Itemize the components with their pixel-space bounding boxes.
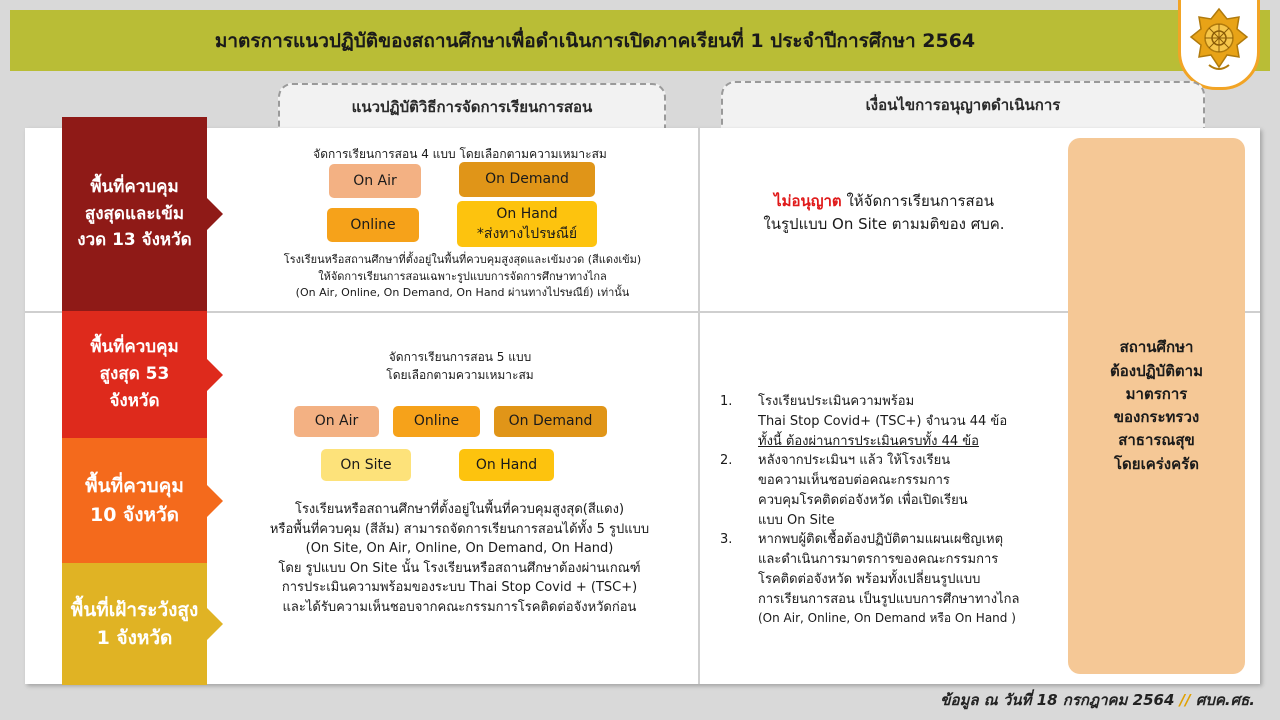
- footer-source: [940, 688, 1255, 712]
- zone-control: [62, 438, 207, 563]
- condition-line2: ในรูปแบบ On Site ตามมติของ ศบค.: [763, 215, 1005, 234]
- condition-line: หลังจากประเมินฯ แล้ว ให้โรงเรียน: [758, 453, 951, 469]
- condition-item: [720, 530, 1065, 627]
- badge-on-demand: On Demand: [494, 406, 607, 437]
- zone1-heading: จัดการเรียนการสอน 4 แบบ โดยเลือกตามความเหมาะสม: [313, 147, 607, 161]
- badge-on-air: On Air: [329, 164, 421, 198]
- zone1-note-line: โรงเรียนหรือสถานศึกษาที่ตั้งอยู่ในพื้นที่ควบคุมสูงสุดและเข้มงวด (สีแดงเข้ม): [283, 253, 642, 266]
- badge-on-hand-label: On Hand: [496, 205, 558, 222]
- title-bar: [10, 10, 1270, 71]
- condition-line: และดำเนินการมาตรการของคณะกรรมการ: [758, 552, 999, 567]
- condition-line: ขอความเห็นชอบต่อคณะกรรมการ: [758, 473, 950, 488]
- badge-online: Online: [393, 406, 480, 437]
- footer-source-name: ศบค.ศธ.: [1195, 691, 1255, 709]
- description-line: โดย รูปแบบ On Site นั้น โรงเรียนหรือสถานศึกษาต้องผ่านเกณฑ์: [278, 560, 641, 576]
- ministry-emblem-logo: [1178, 0, 1260, 90]
- condition-number: 2.: [720, 453, 733, 469]
- footer-date: ข้อมูล ณ วันที่ 18 กรกฎาคม 2564: [940, 691, 1175, 709]
- condition-line: โรคติดต่อจังหวัด พร้อมทั้งเปลี่ยนรูปแบบ: [758, 571, 981, 587]
- condition-item: [720, 392, 1065, 451]
- badge-on-hand-note: *ส่งทางไปรษณีย์: [476, 226, 578, 242]
- zone2-heading: [240, 348, 680, 384]
- not-allowed-text: ไม่อนุญาต: [774, 192, 842, 210]
- description-line: หรือพื้นที่ควบคุม (สีส้ม) สามารถจัดการเรียนการสอนได้ทั้ง 5 รูปแบบ: [269, 521, 650, 537]
- condition-number: 1.: [720, 394, 733, 409]
- panel-line: สาธารณสุข: [1118, 431, 1195, 450]
- footer-separator: //: [1179, 691, 1191, 709]
- condition-number: 3.: [720, 532, 733, 548]
- zone-max-control: [62, 311, 207, 438]
- description-line: (On Site, On Air, Online, On Demand, On Hand): [305, 541, 614, 556]
- panel-line: สถานศึกษา: [1119, 338, 1194, 357]
- condition-line: (On Air, Online, On Demand หรือ On Hand ): [758, 611, 1016, 626]
- condition-item: [720, 451, 1065, 530]
- badge-on-hand-post: [457, 201, 597, 247]
- condition-line: ควบคุมโรคติดต่อจังหวัด เพื่อเปิดเรียน: [758, 492, 968, 508]
- badge-on-hand: On Hand: [459, 449, 554, 481]
- zone-high-surveillance-label: พื้นที่เฝ้าระวังสูง 1 จังหวัด: [70, 598, 199, 649]
- description-line: โรงเรียนหรือสถานศึกษาที่ตั้งอยู่ในพื้นที่ควบคุมสูงสุด(สีแดง): [294, 502, 625, 517]
- zone2-heading-line: จัดการเรียนการสอน 5 แบบ: [388, 350, 532, 364]
- zone2-heading-line: โดยเลือกตามความเหมาะสม: [386, 368, 534, 382]
- zone-max-control-label: พื้นที่ควบคุมสูงสุด 53 จังหวัด: [90, 336, 179, 412]
- zone1-note: [240, 252, 685, 302]
- badge-on-demand: On Demand: [459, 162, 595, 197]
- panel-line: โดยเคร่งครัด: [1114, 454, 1199, 473]
- column-header-methods-label: แนวปฏิบัติวิธีการจัดการเรียนการสอน: [351, 98, 593, 116]
- condition-underline: ทั้งนี้ ต้องผ่านการประเมินครบทั้ง 44 ข้อ: [758, 433, 979, 449]
- panel-line: ต้องปฏิบัติตาม: [1110, 361, 1203, 380]
- condition-line: Thai Stop Covid+ (TSC+) จำนวน 44 ข้อ: [758, 413, 1008, 429]
- description-line: การประเมินความพร้อมของระบบ Thai Stop Covid + (TSC+): [281, 580, 638, 595]
- column-header-conditions-label: เงื่อนไขการอนุญาตดำเนินการ: [865, 96, 1061, 114]
- condition-line: การเรียนการสอน เป็นรูปแบบการศึกษาทางไกล: [758, 591, 1020, 607]
- condition-line: หากพบผู้ติดเชื้อต้องปฏิบัติตามแผนเผชิญเหตุ: [758, 532, 1004, 548]
- emblem-icon: [1187, 5, 1251, 75]
- description-line: และได้รับความเห็นชอบจากคณะกรรมการโรคติดต่อจังหวัดก่อน: [282, 599, 637, 615]
- condition-line: แบบ On Site: [758, 512, 835, 528]
- condition-line: โรงเรียนประเมินความพร้อม: [758, 394, 915, 409]
- zone-max-strict: [62, 117, 207, 311]
- conditions-list: [720, 392, 1065, 627]
- zone-control-label: พื้นที่ควบคุม 10 จังหวัด: [85, 475, 184, 526]
- badge-on-site: On Site: [321, 449, 411, 481]
- zone-high-surveillance: [62, 563, 207, 685]
- badge-online: Online: [327, 208, 419, 242]
- page-title: มาตรการแนวปฏิบัติของสถานศึกษาเพื่อดำเนินการเปิดภาคเรียนที่ 1 ประจำปีการศึกษา 2564: [214, 29, 976, 52]
- zone1-note-line: ให้จัดการเรียนการสอนเฉพาะรูปแบบการจัดการศึกษาทางไกล: [318, 269, 607, 283]
- badge-on-air: On Air: [294, 406, 379, 437]
- zone1-note-line: (On Air, Online, On Demand, On Hand ผ่านทางไปรษณีย์) เท่านั้น: [295, 286, 630, 299]
- zone2-description: [222, 500, 697, 617]
- ministry-requirement-panel: [1068, 138, 1245, 674]
- zone-max-strict-label: พื้นที่ควบคุมสูงสุดและเข้มงวด 13 จังหวัด: [77, 177, 192, 251]
- panel-line: ของกระทรวง: [1113, 408, 1200, 426]
- condition-rest-text: ให้จัดการเรียนการสอน: [846, 192, 994, 210]
- zone1-condition: [700, 190, 1068, 237]
- panel-line: มาตรการ: [1125, 384, 1188, 403]
